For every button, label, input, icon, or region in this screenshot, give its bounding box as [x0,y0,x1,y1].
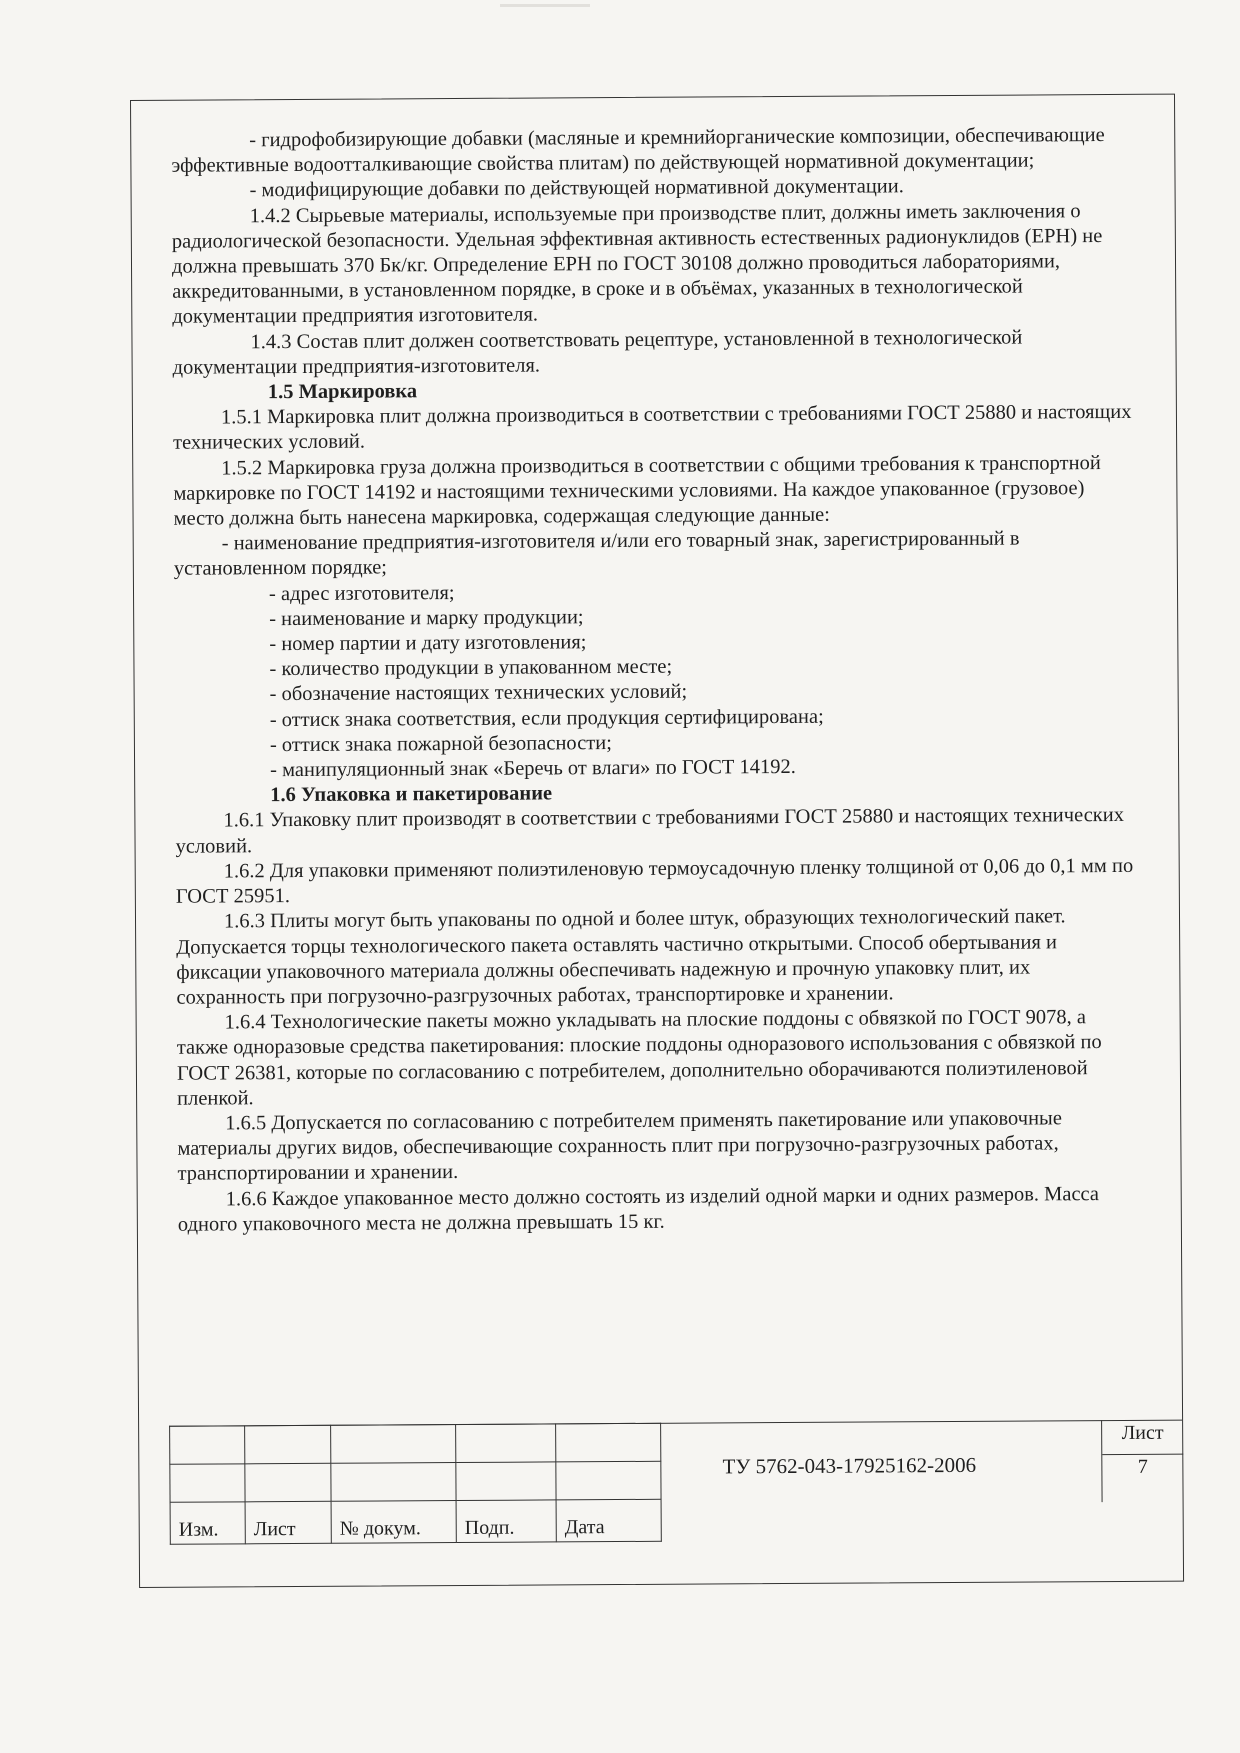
list-item: - обозначение настоящих технических условий; [269,681,688,706]
document-body [171,123,1138,1238]
paragraph: - модифицирующие добавки по действующей нормативной документации. [249,175,904,202]
table-cell [556,1461,661,1500]
paragraph: - гидрофобизирующие добавки (масляные и кремнийорганические композиции, обеспечивающие эффективные водоотталкивающие свойства плитам) по действующей нормативной документации; [171,124,1105,177]
paragraph: 1.5.2 Маркировка груза должна производиться в соответствии с общими требования к транспортной маркировке по ГОСТ 14192 и настоящими техническими условиями. На каждое упакованное (грузовое) место должна быть нанесена маркировка, содержащая следующие данные: [173,451,1101,530]
paragraph: 1.6.2 Для упаковки применяют полиэтиленовую термоусадочную пленку толщиной от 0,06 до 0,1 мм по ГОСТ 25951. [175,854,1134,908]
list-item: - количество продукции в упакованном месте; [269,655,673,681]
revision-table [169,1423,662,1545]
table-cell [556,1423,661,1462]
paragraph: 1.4.3 Состав плит должен соответствовать рецептуре, установленной в технологической документации предприятия-изготовителя. [172,326,1023,379]
table-cell [245,1425,331,1464]
list-item: - наименование предприятия-изготовителя и/или его товарный знак, зарегистрированный в установленном порядке; [173,527,1020,581]
scan-artifact [500,4,590,7]
paragraph: 1.4.2 Сырьевые материалы, используемые при производстве плит, должны иметь заключения о радиологической безопасности. Удельная эффективная активность естественных радионуклидов (ЕРН) не должна превышать 370 Бк/кг. Определение ЕРН по ГОСТ 30108 должно проводиться лабораториями, аккредитованными, в установленном порядке, в сроке и в объёмах, указанных в технологической документации предприятия изготовителя. [171,199,1103,329]
list-item: - адрес изготовителя; [268,581,455,605]
list-item: - манипуляционный знак «Беречь от влаги» по ГОСТ 14192. [270,756,796,782]
page-frame [130,94,1184,1588]
header-signature: Подп. [456,1500,556,1543]
paragraph: 1.6.4 Технологические пакеты можно укладывать на плоские поддоны с обвязкой по ГОСТ 9078, а также одноразовые средства пакетирования: плоские поддоны одноразового использования с обвязкой по ГОСТ 26381, которые по согласованию с потребителем, дополнительно оборачиваются полиэтиленовой пленкой. [176,1006,1102,1110]
sheet-number: 7 [1137,1455,1148,1478]
paragraph: 1.6.5 Допускается по согласованию с потребителем применять пакетирование или упаковочные материалы других видов, обеспечивающие сохранность плит при погрузочно-разгрузочных работах, транспортировании и хранении. [177,1107,1062,1186]
paragraph: 1.6.1 Упаковку плит производят в соответствии с требованиями ГОСТ 25880 и настоящих технических условий. [175,804,1125,858]
document-designation: ТУ 5762-043-17925162-2006 [722,1452,977,1479]
sheet-box [1101,1420,1183,1502]
header-list: Лист [245,1501,331,1544]
paragraph: 1.5.1 Маркировка плит должна производиться в соответствии с требованиями ГОСТ 25880 и настоящих технических условий. [173,401,1132,455]
list-item: - номер партии и дату изготовления; [269,631,587,656]
sheet-label: Лист [1102,1422,1183,1455]
table-cell [456,1424,556,1463]
table-cell [170,1464,245,1502]
title-block [169,1420,1183,1588]
list-item: - оттиск знака соответствия, если продукция сертифицирована; [269,705,824,731]
table-header-row [170,1499,661,1544]
table-cell [456,1462,556,1501]
paragraph: 1.6.3 Плиты могут быть упакованы по одной и более штук, образующих технологический пакет. Допускается торцы технологического пакета оставлять частично открытыми. Способ обертывания и фиксации упаковочного материала должны обеспечивать надежную и прочную упаковку плит, их сохранность при погрузочно-разгрузочных работах, транспортировке и хранении. [176,905,1066,1009]
header-date: Дата [556,1499,661,1542]
table-cell [170,1426,245,1464]
section-heading: 1.6 Упаковка и пакетирование [270,782,553,807]
table-row [170,1423,661,1464]
section-heading: 1.5 Маркировка [267,380,418,404]
table-cell [331,1425,456,1464]
header-doc-number: № докум. [331,1501,456,1544]
paragraph: 1.6.6 Каждое упакованное место должно состоять из изделий одной марки и одних размеров. Масса одного упаковочного места не должна превышать 15 кг. [177,1182,1100,1236]
list-item: - наименование и марку продукции; [269,606,584,631]
table-row [170,1461,661,1502]
table-cell [331,1463,456,1502]
list-item: - оттиск знака пожарной безопасности; [269,731,612,757]
header-izm: Изм. [170,1502,245,1544]
table-cell [245,1463,331,1502]
